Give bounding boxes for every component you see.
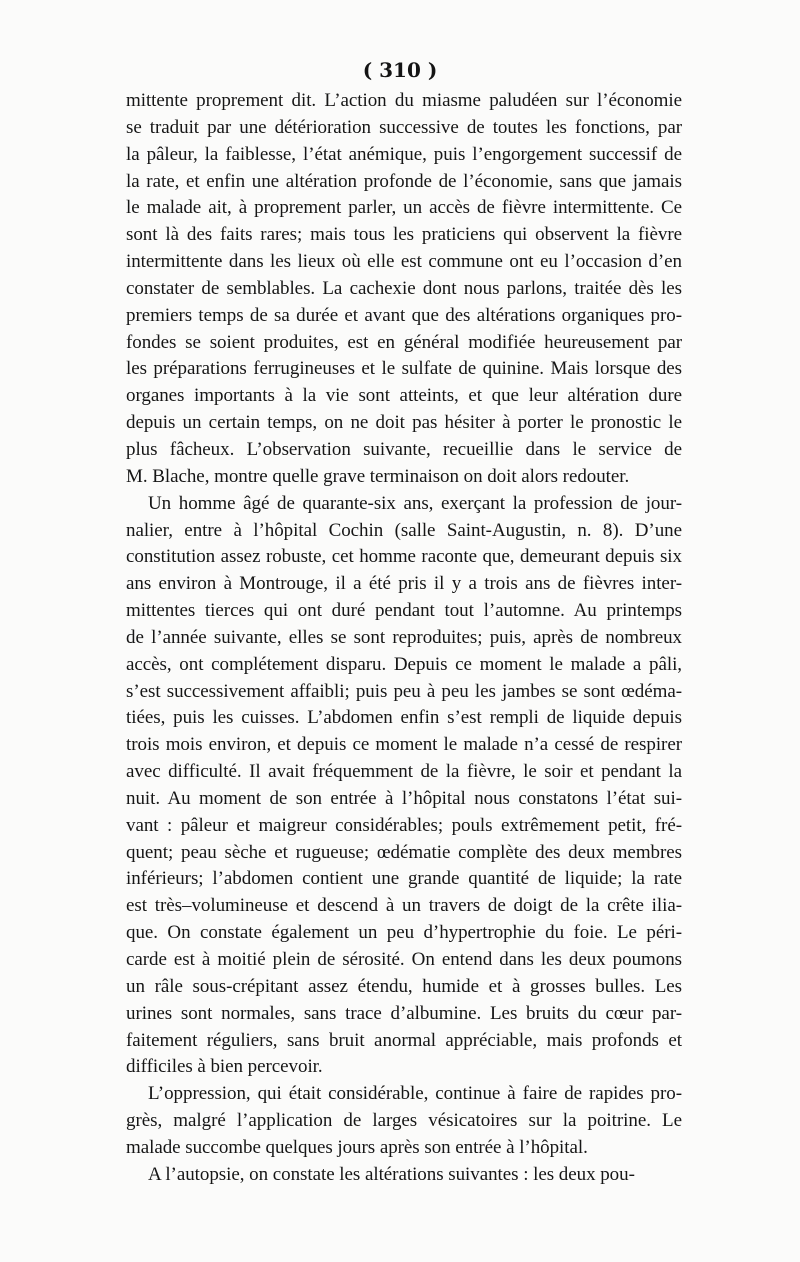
text-line: fondes se soient produites, est en général modifiée heureusement par: [126, 331, 682, 353]
text-line: intermittente dans les lieux où elle est commune ont eu l’occasion d’en: [126, 251, 682, 273]
text-line: constitution assez robuste, cet homme raconte que, demeurant depuis six: [126, 546, 682, 568]
text-line: malade succombe quelques jours après son entrée à l’hôpital.: [126, 1136, 588, 1158]
text-line: mittentes tierces qui ont duré pendant tout l’automne. Au printemps: [126, 600, 682, 622]
paragraph: [126, 491, 682, 1082]
text-line: constater de semblables. La cachexie dont nous parlons, traitée dès les: [126, 277, 682, 299]
text-line: quent; peau sèche et rugueuse; œdématie complète des deux membres: [126, 841, 682, 863]
text-line: grès, malgré l’application de larges vésicatoires sur la poitrine. Le: [126, 1110, 682, 1132]
text-line: nalier, entre à l’hôpital Cochin (salle Saint-Augustin, n. 8). D’une: [126, 519, 682, 541]
text-line: M. Blache, montre quelle grave terminaison on doit alors redouter.: [126, 465, 630, 487]
text-line: ans environ à Montrouge, il a été pris il y a trois ans de fièvres inter-: [126, 573, 682, 595]
paragraph: [126, 1162, 682, 1189]
text-line: sont là des faits rares; mais tous les praticiens qui observent la fièvre: [126, 224, 682, 246]
text-line: le malade ait, à proprement parler, un accès de fièvre intermittente. Ce: [126, 197, 682, 219]
text-line: organes importants à la vie sont atteints, et que leur altération dure: [126, 385, 682, 407]
text-line: que. On constate également un peu d’hypertrophie du foie. Le péri-: [126, 922, 682, 944]
page-number: ( 310 ): [362, 58, 438, 82]
text-line: la pâleur, la faiblesse, l’état anémique, puis l’engorgement successif de: [126, 143, 682, 165]
text-line: inférieurs; l’abdomen contient une grande quantité de liquide; la rate: [126, 868, 682, 890]
text-line: avec difficulté. Il avait fréquemment de la fièvre, le soir et pendant la: [126, 761, 682, 783]
text-line: A l’autopsie, on constate les altérations suivantes : les deux pou-: [148, 1163, 635, 1185]
text-line: trois mois environ, et depuis ce moment le malade n’a cessé de respirer: [126, 734, 682, 756]
text-line: faitement réguliers, sans bruit anormal appréciable, mais profonds et: [126, 1029, 682, 1051]
text-line: Un homme âgé de quarante-six ans, exerçant la profession de jour-: [148, 492, 682, 514]
text-line: vant : pâleur et maigreur considérables; pouls extrêmement petit, fré-: [126, 814, 682, 836]
text-line: carde est à moitié plein de sérosité. On entend dans les deux poumons: [126, 949, 682, 970]
text-line: s’est successivement affaibli; puis peu à peu les jambes se sont œdéma-: [126, 680, 682, 702]
paragraph: [126, 88, 682, 491]
text-line: premiers temps de sa durée et avant que des altérations organiques pro-: [126, 304, 682, 326]
text-line: de l’année suivante, elles se sont reproduites; puis, après de nombreux: [126, 626, 682, 648]
text-line: les préparations ferrugineuses et le sulfate de quinine. Mais lorsque des: [126, 358, 682, 380]
text-line: est très–volumineuse et descend à un travers de doigt de la crête ilia-: [126, 895, 682, 917]
text-line: accès, ont complétement disparu. Depuis ce moment le malade a pâli,: [126, 653, 682, 675]
text-line: tiées, puis les cuisses. L’abdomen enfin s’est rempli de liquide depuis: [126, 707, 682, 729]
text-line: depuis un certain temps, on ne doit pas hésiter à porter le pronostic le: [126, 412, 682, 434]
text-line: L’oppression, qui était considérable, continue à faire de rapides pro-: [148, 1083, 682, 1105]
text-line: mittente proprement dit. L’action du miasme paludéen sur l’économie: [126, 90, 682, 111]
text-line: la rate, et enfin une altération profonde de l’économie, sans que jamais: [126, 170, 682, 192]
text-line: nuit. Au moment de son entrée à l’hôpital nous constatons l’état sui-: [126, 787, 682, 809]
text-line: plus fâcheux. L’observation suivante, recueillie dans le service de: [126, 438, 682, 460]
paragraph: [126, 1081, 682, 1162]
text-line: difficiles à bien percevoir.: [126, 1056, 323, 1078]
text-line: urines sont normales, sans trace d’albumine. Les bruits du cœur par-: [126, 1002, 682, 1024]
text-line: un râle sous-crépitant assez étendu, humide et à grosses bulles. Les: [126, 975, 682, 997]
body-text: [126, 88, 682, 1189]
text-line: se traduit par une détérioration successive de toutes les fonctions, par: [126, 116, 682, 138]
